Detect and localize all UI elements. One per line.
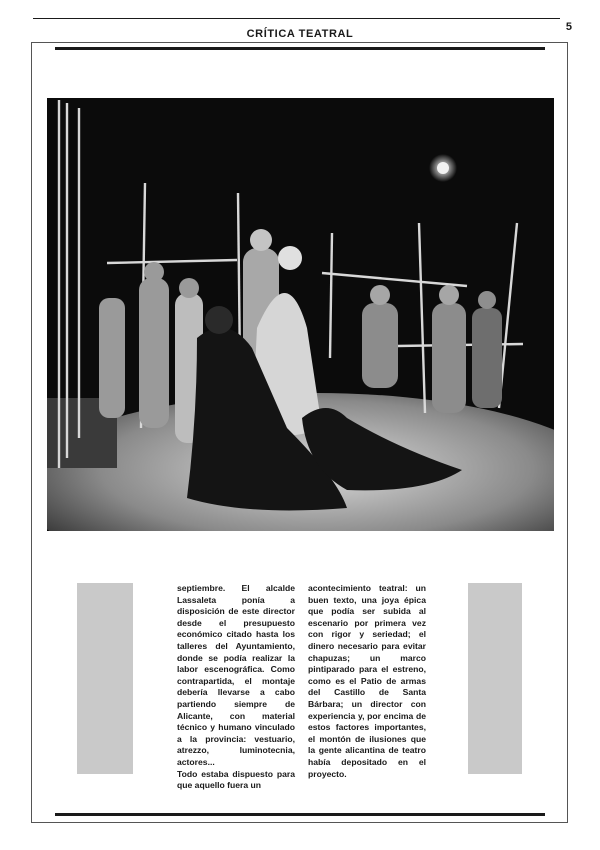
section-title: CRÍTICA TEATRAL	[246, 28, 354, 40]
article-column-1: septiembre. El alcalde Lassaleta ponía a disposición de este director desde el presupuesto económico citado hasta los talleres del Ayuntamiento, donde se podía realizar la labor escenográfica. Como contrapartida, el montaje debería llevarse a cabo partiendo siempre de Alicante, con material técnico y humano vinculado a la provincia: vestuario, atrezzo, luminotecnia, actores... Todo estaba dispuesto para que aquello fuera un	[177, 583, 295, 791]
footer-rule	[55, 813, 545, 816]
right-side-panel	[468, 583, 522, 774]
stage-photo-illustration	[47, 98, 554, 531]
article-column-2: acontecimiento teatral: un buen texto, una joya épica que podía ser subida al escenario por primera vez con rigor y seriedad; el dinero necesario para evitar chapuzas; un marco pintiparado para el estreno, como es el Patio de armas del Castillo de Santa Bárbara; un director con experiencia y, por encima de estos factores importantes, el montón de ilusiones que la gente alicantina de teatro había depositado en el proyecto.	[308, 583, 426, 779]
theatre-stage-photo	[47, 98, 554, 531]
left-side-panel	[77, 583, 133, 774]
page-number: 5	[565, 21, 572, 33]
spotlight	[437, 162, 449, 174]
header-bottom-rule	[55, 47, 545, 50]
header-top-rule	[33, 18, 560, 19]
